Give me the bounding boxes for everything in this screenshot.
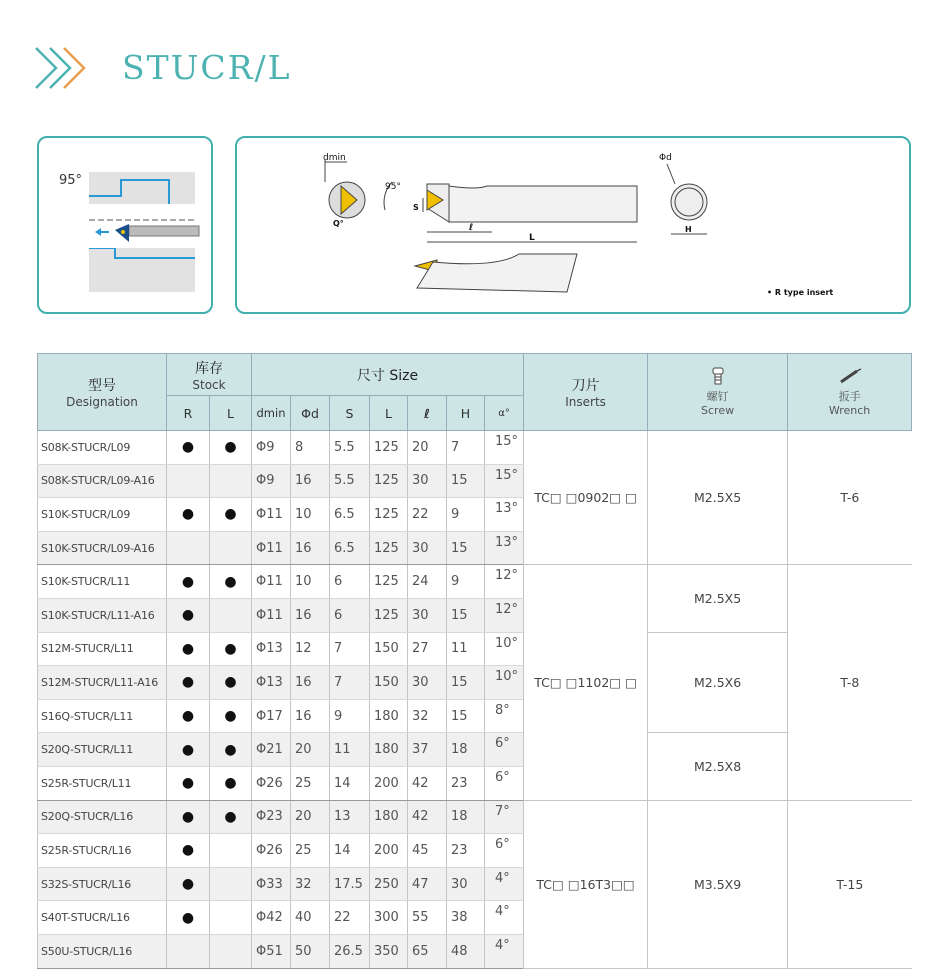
col-r: R <box>167 396 210 431</box>
dmin-cell: Φ23 <box>252 800 291 834</box>
alpha-cell: 6° <box>485 766 524 800</box>
stock-r-cell: ● <box>167 632 210 666</box>
inserts-header: 刀片 Inserts <box>524 354 648 431</box>
phid-cell: 40 <box>291 901 330 935</box>
lsmall-cell: 32 <box>408 699 447 733</box>
designation-cell: S12M-STUCR/L11 <box>38 632 167 666</box>
lsmall-cell: 20 <box>408 431 447 465</box>
chevron-icon <box>30 44 94 94</box>
alpha-cell: 10° <box>485 666 524 700</box>
stock-l-cell <box>210 867 252 901</box>
designation-cell: S50U-STUCR/L16 <box>38 934 167 968</box>
lsmall-cell: 42 <box>408 800 447 834</box>
s-cell: 14 <box>330 766 370 800</box>
h-cell: 38 <box>447 901 485 935</box>
L-cell: 125 <box>370 565 408 599</box>
dmin-cell: Φ13 <box>252 666 291 700</box>
stock-l-cell <box>210 901 252 935</box>
alpha-cell: 4° <box>485 934 524 968</box>
s-cell: 9 <box>330 699 370 733</box>
screw-cell: M2.5X5 <box>648 431 788 565</box>
dmin-cell: Φ13 <box>252 632 291 666</box>
designation-cell: S25R-STUCR/L16 <box>38 834 167 868</box>
stock-l-cell: ● <box>210 431 252 465</box>
q-label: Q° <box>333 219 344 228</box>
alpha-cell: 8° <box>485 699 524 733</box>
h-cell: 15 <box>447 699 485 733</box>
size-header: 尺寸 Size <box>252 354 524 396</box>
L-cell: 250 <box>370 867 408 901</box>
stock-r-cell: ● <box>167 699 210 733</box>
stock-r-cell: ● <box>167 733 210 767</box>
col-lsmall: ℓ <box>408 396 447 431</box>
designation-cell: S08K-STUCR/L09-A16 <box>38 464 167 498</box>
designation-cell: S40T-STUCR/L16 <box>38 901 167 935</box>
designation-cell: S08K-STUCR/L09 <box>38 431 167 465</box>
col-dmin: dmin <box>252 396 291 431</box>
dmin-cell: Φ11 <box>252 598 291 632</box>
table-row <box>38 733 912 767</box>
dmin-cell: Φ33 <box>252 867 291 901</box>
s-cell: 22 <box>330 901 370 935</box>
dmin-cell: Φ26 <box>252 766 291 800</box>
stock-l-cell: ● <box>210 800 252 834</box>
phid-cell: 16 <box>291 598 330 632</box>
lsmall-cell: 47 <box>408 867 447 901</box>
h-label: H <box>685 225 692 234</box>
designation-cell: S16Q-STUCR/L11 <box>38 699 167 733</box>
lsmall-cell: 30 <box>408 531 447 565</box>
phid-cell: 20 <box>291 800 330 834</box>
stock-l-cell: ● <box>210 565 252 599</box>
designation-cell: S12M-STUCR/L11-A16 <box>38 666 167 700</box>
angle-label: 95° <box>385 182 401 192</box>
stock-r-cell <box>167 934 210 968</box>
col-l: L <box>210 396 252 431</box>
r-type-note: • R type insert <box>767 288 834 297</box>
L-cell: 125 <box>370 464 408 498</box>
col-phid: Φd <box>291 396 330 431</box>
lsmall-cell: 30 <box>408 666 447 700</box>
table-row <box>38 800 912 834</box>
phid-cell: 16 <box>291 666 330 700</box>
phid-cell: 10 <box>291 565 330 599</box>
lsmall-cell: 30 <box>408 464 447 498</box>
tool-diagram-panel <box>235 136 911 314</box>
stock-l-cell <box>210 598 252 632</box>
col-h: H <box>447 396 485 431</box>
col-alpha: α° <box>485 396 524 431</box>
stock-r-cell: ● <box>167 431 210 465</box>
stock-r-cell: ● <box>167 666 210 700</box>
alpha-cell: 6° <box>485 834 524 868</box>
stock-l-cell: ● <box>210 733 252 767</box>
dmin-label: dmin <box>323 153 346 163</box>
dmin-cell: Φ26 <box>252 834 291 868</box>
alpha-cell: 4° <box>485 901 524 935</box>
boring-diagram <box>39 138 211 312</box>
s-cell: 5.5 <box>330 464 370 498</box>
s-cell: 6 <box>330 598 370 632</box>
stock-l-cell: ● <box>210 766 252 800</box>
phid-cell: 8 <box>291 431 330 465</box>
phid-cell: 50 <box>291 934 330 968</box>
boring-diagram-panel <box>37 136 213 314</box>
stock-l-cell: ● <box>210 666 252 700</box>
col-s: S <box>330 396 370 431</box>
s-label: S <box>413 203 419 212</box>
stock-r-cell: ● <box>167 834 210 868</box>
s-cell: 13 <box>330 800 370 834</box>
h-cell: 15 <box>447 598 485 632</box>
spec-table <box>37 353 912 969</box>
s-cell: 6 <box>330 565 370 599</box>
table-row <box>38 565 912 599</box>
phid-cell: 32 <box>291 867 330 901</box>
screw-cell: M2.5X6 <box>648 632 788 733</box>
stock-l-cell: ● <box>210 632 252 666</box>
header <box>0 0 950 120</box>
s-cell: 5.5 <box>330 431 370 465</box>
insert-cell: TC□ □1102□ □ <box>524 565 648 800</box>
L-cell: 180 <box>370 733 408 767</box>
stock-r-cell: ● <box>167 800 210 834</box>
L-cell: 300 <box>370 901 408 935</box>
s-cell: 6.5 <box>330 531 370 565</box>
designation-cell: S32S-STUCR/L16 <box>38 867 167 901</box>
h-cell: 9 <box>447 498 485 532</box>
lsmall-cell: 37 <box>408 733 447 767</box>
dmin-cell: Φ11 <box>252 498 291 532</box>
dmin-cell: Φ11 <box>252 565 291 599</box>
h-cell: 7 <box>447 431 485 465</box>
lsmall-cell: 55 <box>408 901 447 935</box>
alpha-cell: 10° <box>485 632 524 666</box>
stock-l-cell <box>210 934 252 968</box>
stock-header: 库存 Stock <box>167 354 252 396</box>
stock-l-cell <box>210 531 252 565</box>
phid-cell: 20 <box>291 733 330 767</box>
l-big-label: L <box>529 233 535 243</box>
phid-cell: 16 <box>291 531 330 565</box>
lsmall-cell: 30 <box>408 598 447 632</box>
alpha-cell: 15° <box>485 464 524 498</box>
L-cell: 200 <box>370 766 408 800</box>
angle-left-label: 95° <box>59 173 83 188</box>
h-cell: 18 <box>447 800 485 834</box>
stock-r-cell: ● <box>167 867 210 901</box>
phid-cell: 25 <box>291 766 330 800</box>
dmin-cell: Φ21 <box>252 733 291 767</box>
s-cell: 26.5 <box>330 934 370 968</box>
spec-table-body <box>38 431 912 969</box>
stock-r-cell: ● <box>167 565 210 599</box>
h-cell: 9 <box>447 565 485 599</box>
phid-cell: 16 <box>291 699 330 733</box>
L-cell: 180 <box>370 699 408 733</box>
wrench-cell: T-6 <box>788 431 912 565</box>
lsmall-cell: 42 <box>408 766 447 800</box>
h-cell: 30 <box>447 867 485 901</box>
s-cell: 14 <box>330 834 370 868</box>
alpha-cell: 13° <box>485 531 524 565</box>
h-cell: 23 <box>447 766 485 800</box>
dmin-cell: Φ17 <box>252 699 291 733</box>
L-cell: 125 <box>370 598 408 632</box>
table-row <box>38 431 912 465</box>
col-L: L <box>370 396 408 431</box>
alpha-cell: 13° <box>485 498 524 532</box>
designation-cell: S10K-STUCR/L11-A16 <box>38 598 167 632</box>
alpha-cell: 7° <box>485 800 524 834</box>
dmin-cell: Φ9 <box>252 464 291 498</box>
stock-r-cell: ● <box>167 498 210 532</box>
lsmall-cell: 27 <box>408 632 447 666</box>
screw-cell: M2.5X5 <box>648 565 788 632</box>
stock-l-cell <box>210 464 252 498</box>
dmin-cell: Φ51 <box>252 934 291 968</box>
phid-cell: 16 <box>291 464 330 498</box>
wrench-cell: T-8 <box>788 565 912 800</box>
phid-cell: 10 <box>291 498 330 532</box>
phi-d-label: Φd <box>659 153 672 163</box>
L-cell: 180 <box>370 800 408 834</box>
s-cell: 17.5 <box>330 867 370 901</box>
s-cell: 7 <box>330 666 370 700</box>
designation-cell: S10K-STUCR/L09 <box>38 498 167 532</box>
h-cell: 15 <box>447 464 485 498</box>
stock-r-cell <box>167 531 210 565</box>
L-cell: 150 <box>370 632 408 666</box>
insert-cell: TC□ □16T3□□ <box>524 800 648 968</box>
lsmall-cell: 45 <box>408 834 447 868</box>
h-cell: 18 <box>447 733 485 767</box>
designation-cell: S10K-STUCR/L11 <box>38 565 167 599</box>
h-cell: 48 <box>447 934 485 968</box>
screw-header: 螺钉 Screw <box>648 354 788 431</box>
wrench-header: 扳手 Wrench <box>788 354 912 431</box>
dmin-cell: Φ42 <box>252 901 291 935</box>
stock-r-cell: ● <box>167 598 210 632</box>
designation-cell: S10K-STUCR/L09-A16 <box>38 531 167 565</box>
wrench-icon <box>837 367 863 385</box>
l-small-label: ℓ <box>469 223 474 233</box>
L-cell: 125 <box>370 431 408 465</box>
s-cell: 6.5 <box>330 498 370 532</box>
L-cell: 150 <box>370 666 408 700</box>
lsmall-cell: 65 <box>408 934 447 968</box>
h-cell: 15 <box>447 666 485 700</box>
h-cell: 23 <box>447 834 485 868</box>
lsmall-cell: 24 <box>408 565 447 599</box>
dmin-cell: Φ9 <box>252 431 291 465</box>
s-cell: 11 <box>330 733 370 767</box>
phid-cell: 12 <box>291 632 330 666</box>
alpha-cell: 6° <box>485 733 524 767</box>
alpha-cell: 12° <box>485 598 524 632</box>
stock-l-cell: ● <box>210 699 252 733</box>
tool-diagram <box>237 138 909 312</box>
stock-l-cell <box>210 834 252 868</box>
dmin-cell: Φ11 <box>252 531 291 565</box>
screw-cell: M2.5X8 <box>648 733 788 800</box>
stock-r-cell: ● <box>167 766 210 800</box>
screw-icon <box>711 367 725 385</box>
designation-header: 型号 Designation <box>38 354 167 431</box>
page-title: STUCR/L <box>122 48 292 87</box>
s-cell: 7 <box>330 632 370 666</box>
h-cell: 11 <box>447 632 485 666</box>
table-row <box>38 632 912 666</box>
stock-r-cell <box>167 464 210 498</box>
wrench-cell: T-15 <box>788 800 912 968</box>
h-cell: 15 <box>447 531 485 565</box>
stock-l-cell: ● <box>210 498 252 532</box>
screw-cell: M3.5X9 <box>648 800 788 968</box>
designation-cell: S25R-STUCR/L11 <box>38 766 167 800</box>
designation-cell: S20Q-STUCR/L11 <box>38 733 167 767</box>
insert-cell: TC□ □0902□ □ <box>524 431 648 565</box>
lsmall-cell: 22 <box>408 498 447 532</box>
phid-cell: 25 <box>291 834 330 868</box>
L-cell: 125 <box>370 498 408 532</box>
alpha-cell: 15° <box>485 431 524 465</box>
L-cell: 350 <box>370 934 408 968</box>
designation-cell: S20Q-STUCR/L16 <box>38 800 167 834</box>
stock-r-cell: ● <box>167 901 210 935</box>
alpha-cell: 12° <box>485 565 524 599</box>
alpha-cell: 4° <box>485 867 524 901</box>
L-cell: 125 <box>370 531 408 565</box>
L-cell: 200 <box>370 834 408 868</box>
